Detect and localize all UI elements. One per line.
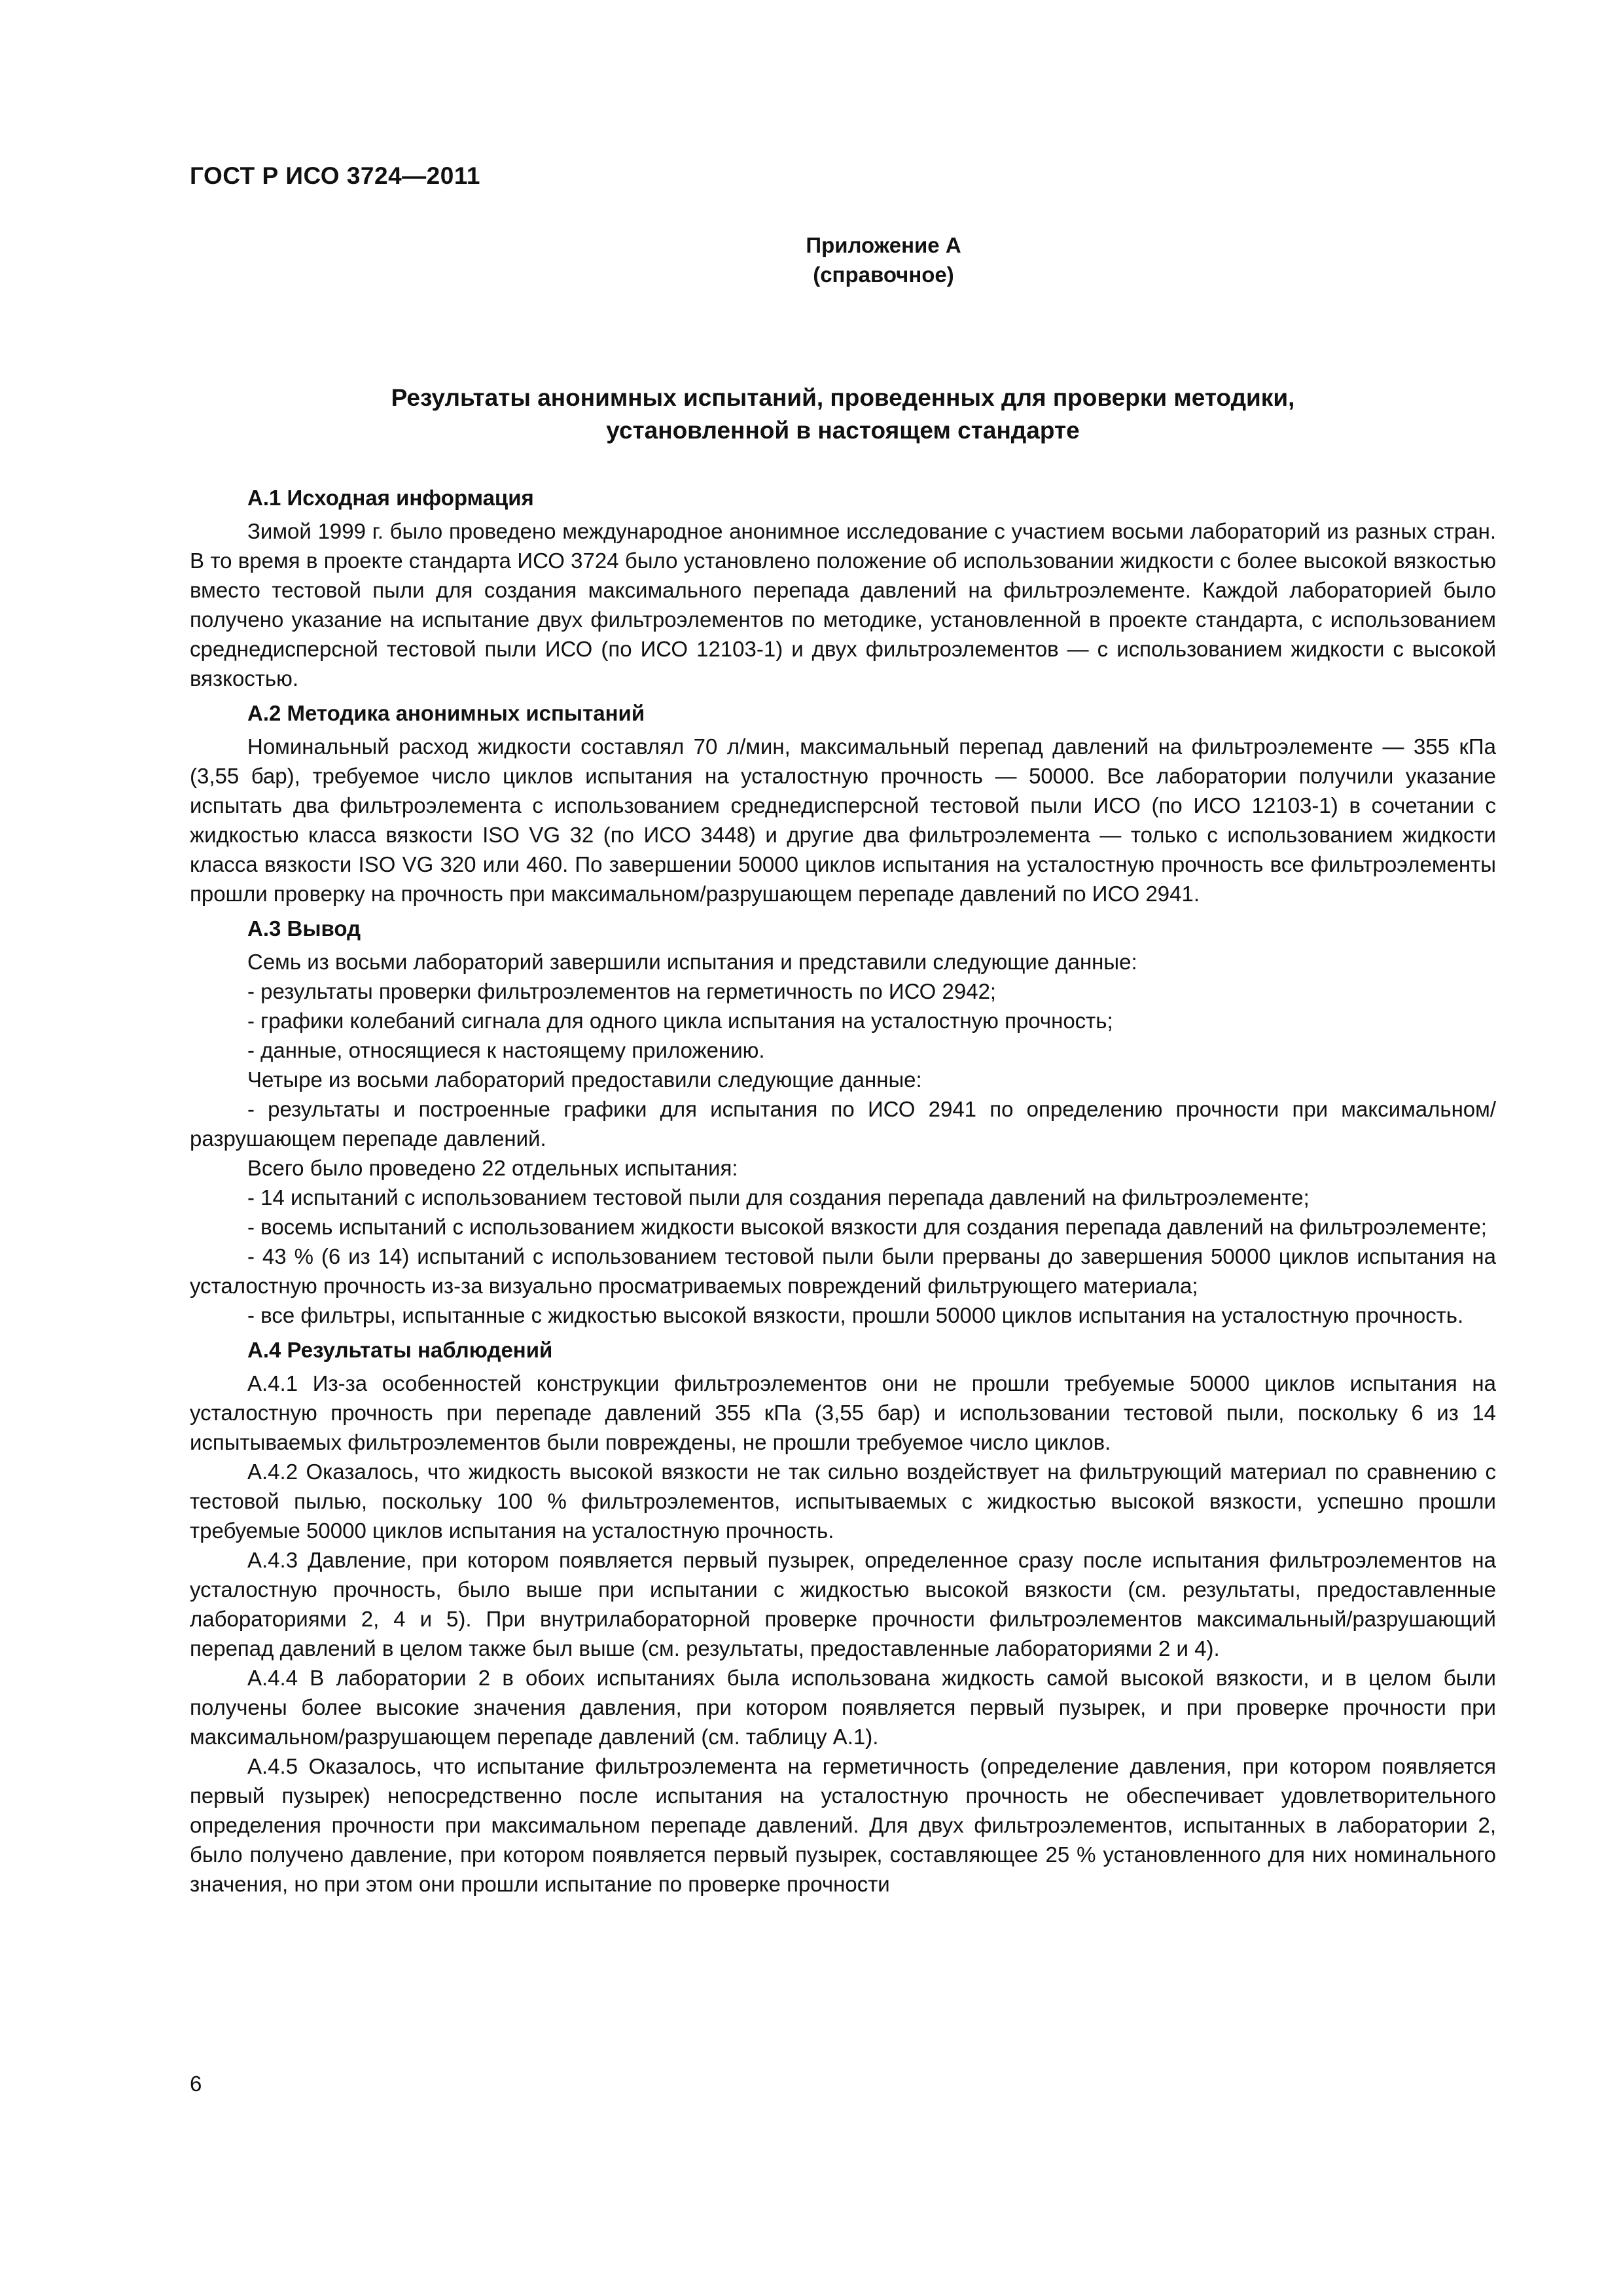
paragraph: Семь из восьми лабораторий завершили испытания и представили следующие данные: [247,950,1137,974]
list-item: - все фильтры, испытанные с жидкостью высокой вязкости, прошли 50000 циклов испытания на усталостную прочность. [247,1303,1464,1327]
annex-title-line-2: установленной в настоящем стандарте [606,417,1080,444]
paragraph: А.4.5 Оказалось, что испытание фильтроэлемента на герметичность (определение давления, при котором появляется первый пузырек) непосредственно после испытания на усталостную прочность не обеспечивает удовлетворительного определения прочности при максимальном перепаде давлений. Для двух фильтроэлементов, испытанных в лаборатории 2, было получено давление, при котором появляется первый пузырек, составляющее 25 % установленного для них номинального значения, но при этом они прошли испытание по проверке прочности [190,1754,1496,1896]
document-header: ГОСТ Р ИСО 3724—2011 [190,162,480,189]
list-item: - восемь испытаний с использованием жидкости высокой вязкости для создания перепада давлений на фильтроэлементе; [247,1215,1487,1239]
annex-heading [654,230,1113,289]
paragraph: А.4.3 Давление, при котором появляется первый пузырек, определенное сразу после испытания фильтроэлементов на усталостную прочность, было выше при испытании с жидкостью высокой вязкости (см. результаты, предоставленные лабораториями 2, 4 и 5). При внутрилабораторной проверке прочности фильтроэлементов максимальный/разрушающий перепад давлений в целом также был выше (см. результаты, предоставленные лабораториями 2 и 4). [190,1548,1496,1660]
list-item: - 14 испытаний с использованием тестовой пыли для создания перепада давлений на фильтроэлементе; [247,1185,1310,1210]
list-item: - графики колебаний сигнала для одного цикла испытания на усталостную прочность; [247,1009,1113,1033]
section-heading-a4: А.4 Результаты наблюдений [247,1338,553,1362]
paragraph: А.4.1 Из-за особенностей конструкции фильтроэлементов они не прошли требуемые 50000 циклов испытания на усталостную прочность при перепаде давлений 355 кПа (3,55 бар) и использовании тестовой пыли, поскольку 6 из 14 испытываемых фильтроэлементов были повреждены, не прошли требуемое число циклов. [190,1371,1496,1454]
annex-label: Приложение А [806,233,961,257]
annex-title-line-1: Результаты анонимных испытаний, проведенных для проверки методики, [391,384,1295,411]
section-heading-a2: А.2 Методика анонимных испытаний [247,701,645,725]
document-body [190,478,1496,1899]
annex-title [190,382,1496,447]
paragraph: Четыре из восьми лабораторий предоставили следующие данные: [247,1067,922,1092]
list-item: - результаты и построенные графики для испытания по ИСО 2941 по определению прочности при максимальном/разрушающем перепаде давлений. [190,1097,1496,1151]
page-number: 6 [190,2072,202,2096]
paragraph: А.4.2 Оказалось, что жидкость высокой вязкости не так сильно воздействует на фильтрующий материал по сравнению с тестовой пылью, поскольку 100 % фильтроэлементов, испытываемых с жидкостью высокой вязкости, успешно прошли требуемые 50000 циклов испытания на усталостную прочность. [190,1460,1496,1543]
list-item: - 43 % (6 из 14) испытаний с использованием тестовой пыли были прерваны до завершения 50000 циклов испытания на усталостную прочность из-за визуально просматриваемых повреждений фильтрующего материала; [190,1244,1496,1298]
section-heading-a3: А.3 Вывод [247,916,361,941]
paragraph: А.4.4 В лаборатории 2 в обоих испытаниях была использована жидкость самой высокой вязкости, и в целом были получены более высокие значения давления, при котором появляется первый пузырек, и при проверке прочности при максимальном/разрушающем перепаде давлений (см. таблицу А.1). [190,1666,1496,1749]
list-item: - результаты проверки фильтроэлементов на герметичность по ИСО 2942; [247,979,997,1003]
list-item: - данные, относящиеся к настоящему приложению. [247,1038,765,1062]
paragraph: Зимой 1999 г. было проведено международное анонимное исследование с участием восьми лабораторий из разных стран. В то время в проекте стандарта ИСО 3724 было установлено положение об использовании жидкости с более высокой вязкостью вместо тестовой пыли для создания максимального перепада давлений на фильтроэлементе. Каждой лабораторией было получено указание на испытание двух фильтроэлементов по методике, установленной в проекте стандарта, с использованием среднедисперсной тестовой пыли ИСО (по ИСО 12103-1) и двух фильтроэлементов — с использованием жидкости с высокой вязкостью. [190,519,1496,691]
section-heading-a1: А.1 Исходная информация [247,486,534,510]
paragraph: Номинальный расход жидкости составлял 70 л/мин, максимальный перепад давлений на фильтроэлементе — 355 кПа (3,55 бар), требуемое число циклов испытания на усталостную прочность — 50000. Все лаборатории получили указание испытать два фильтроэлемента с использованием среднедисперсной тестовой пыли ИСО (по ИСО 12103-1) в сочетании с жидкостью класса вязкости ISO VG 32 (по ИСО 3448) и другие два фильтроэлемента — только с использованием жидкости класса вязкости ISO VG 320 или 460. По завершении 50000 циклов испытания на усталостную прочность все фильтроэлементы прошли проверку на прочность при максимальном/разрушающем перепаде давлений по ИСО 2941. [190,734,1496,906]
paragraph: Всего было проведено 22 отдельных испытания: [247,1156,738,1180]
annex-type: (справочное) [813,262,954,287]
